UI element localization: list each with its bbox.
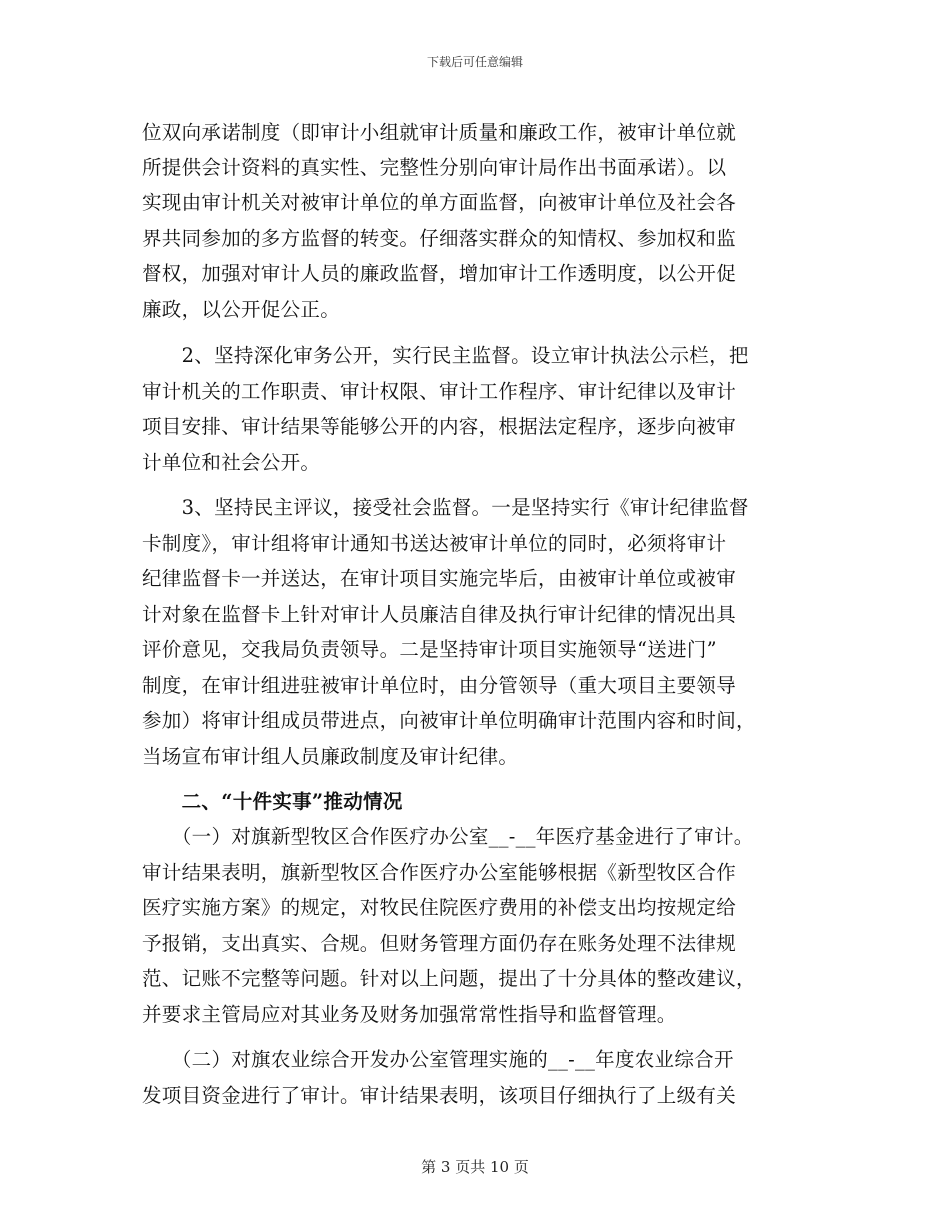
text-line: 制度，在审计组进驻被审计单位时，由分管领导（重大项目主要领导 (142, 674, 737, 697)
text-line: 3、坚持民主评议，接受社会监督。一是坚持实行《审计纪律监督 (142, 496, 749, 519)
text-line: 所提供会计资料的真实性、完整性分别向审计局作出书面承诺）。以 (142, 156, 727, 179)
text-line: 位双向承诺制度（即审计小组就审计质量和廉政工作，被审计单位就 (142, 121, 737, 144)
text-line: 予报销，支出真实、合规。但财务管理方面仍存在账务处理不法律规 (142, 932, 737, 955)
text-line: 范、记账不完整等问题。针对以上问题，提出了十分具体的整改建议， (142, 967, 756, 990)
text-line: 廉政，以公开促公正。 (142, 298, 341, 321)
text-line: 审计结果表明，旗新型牧区合作医疗办公室能够根据《新型牧区合作 (142, 861, 737, 884)
text-line: 计单位和社会公开。 (142, 451, 321, 474)
text-line: 医疗实施方案》的规定，对牧民住院医疗费用的补偿支出均按规定给 (142, 896, 737, 919)
text-line: 界共同参加的多方监督的转变。仔细落实群众的知情权、参加权和监 (142, 227, 737, 250)
text-line: 发项目资金进行了审计。审计结果表明，该项目仔细执行了上级有关 (142, 1084, 737, 1107)
text-line: 项目安排、审计结果等能够公开的内容，根据法定程序，逐步向被审 (142, 415, 737, 438)
text-line: （二）对旗农业综合开发办公室管理实施的__-__年度农业综合开 (142, 1048, 734, 1071)
text-line: 评价意见，交我局负责领导。二是坚持审计项目实施领导“送进门” (142, 638, 717, 661)
text-line: 纪律监督卡一并送达，在审计项目实施完毕后，由被审计单位或被审 (142, 567, 737, 590)
page-header: 下载后可任意编辑 (426, 55, 523, 69)
page-footer: 第 3 页共 10 页 (421, 1158, 529, 1176)
text-line: 督权，加强对审计人员的廉政监督，增加审计工作透明度，以公开促 (142, 262, 737, 285)
text-line: （一）对旗新型牧区合作医疗办公室__-__年医疗基金进行了审计。 (142, 825, 754, 848)
text-line: 参加）将审计组成员带进点，向被审计单位明确审计范围内容和时间， (142, 709, 756, 732)
section-heading: 二、“十件实事”推动情况 (142, 790, 403, 813)
text-line: 计对象在监督卡上针对审计人员廉洁自律及执行审计纪律的情况出具 (142, 603, 737, 626)
text-line: 当场宣布审计组人员廉政制度及审计纪律。 (142, 745, 519, 768)
text-line: 2、坚持深化审务公开，实行民主监督。设立审计执法公示栏，把 (142, 344, 749, 367)
text-line: 审计机关的工作职责、审计权限、审计工作程序、审计纪律以及审计 (142, 380, 737, 403)
text-line: 实现由审计机关对被审计单位的单方面监督，向被审计单位及社会各 (142, 191, 737, 214)
text-line: 并要求主管局应对其业务及财务加强常常性指导和监督管理。 (142, 1003, 677, 1026)
text-line: 卡制度》，审计组将审计通知书送达被审计单位的同时，必须将审计 (142, 532, 727, 555)
